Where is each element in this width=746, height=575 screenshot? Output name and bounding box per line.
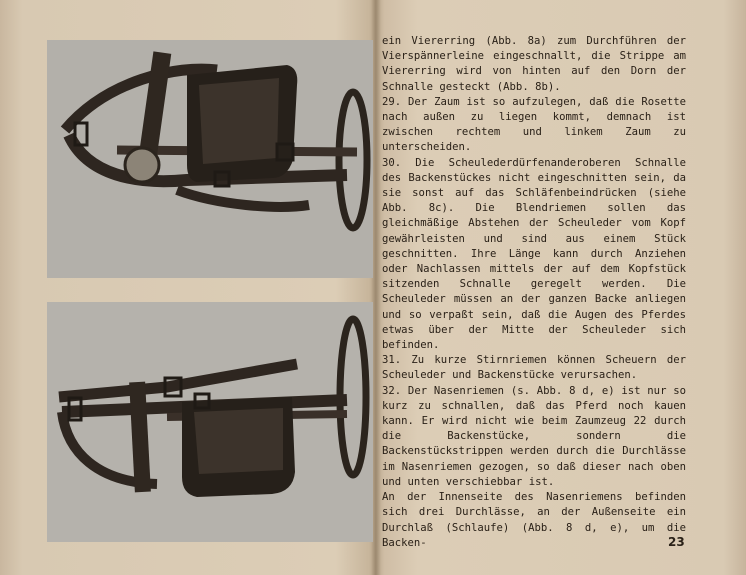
- paragraph-2: 29. Der Zaum ist so aufzulegen, daß die Rosette nach außen zu liegen kommt, demnach ist zwischen rechtem und linkem Zaum zu unterscheiden.: [382, 95, 686, 154]
- bridle-blinker-photo-icon: [47, 40, 373, 278]
- figure-bottom: [47, 302, 373, 542]
- paragraph-1: ein Viererring (Abb. 8a) zum Durchführen der Vierspännerleine eingeschnallt, die Strippe am Viererring wird von hinten auf den Dorn der Schnalle gesteckt (Abb. 8b).: [382, 35, 686, 93]
- paragraph-4: 31. Zu kurze Stirnriemen können Scheuern der Scheuleder und Backenstücke verursachen.: [382, 354, 686, 382]
- bridle-side-photo-icon: [47, 302, 373, 542]
- paragraph-6: An der Innenseite des Nasenriemens befinden sich drei Durchlässe, an der Außenseite ein Durchlaß (Schlaufe) (Abb. 8 d, e), um die Backen-: [382, 491, 686, 549]
- figure-top: [47, 40, 373, 278]
- paragraph-3: 30. Die Scheulederdürfenanderoberen Schnalle des Backenstückes nicht eingeschnitten sein, da sie sonst auf das Schläfenbeindrücken (siehe Abb. 8c). Die Blendriemen sollen das gleichmäßige Abstehen der Scheuleder vom Kopf gewährleisten und sind aus einem Stück geschnitten. Ihre Länge kann durch Anziehen oder Nachlassen mittels der auf dem Kopfstück sitzenden Schnalle geregelt werden. Die Scheuleder müssen an der ganzen Backe anliegen und so verpaßt sein, daß die Augen des Pferdes etwas über der Mitte der Scheuleder sich befinden.: [382, 156, 686, 352]
- paragraph-5: 32. Der Nasenriemen (s. Abb. 8 d, e) ist nur so kurz zu schnallen, daß das Pferd noch kauen kann. Er wird nicht wie beim Zaumzeug 22 durch die Backenstücke, sondern die Backenstückstrippen werden durch die Durchlässe im Nasenriemen gezogen, so daß dieser nach oben und unten verschiebbar ist.: [382, 384, 686, 488]
- page-number: 23: [668, 535, 685, 549]
- page-text: [382, 34, 686, 551]
